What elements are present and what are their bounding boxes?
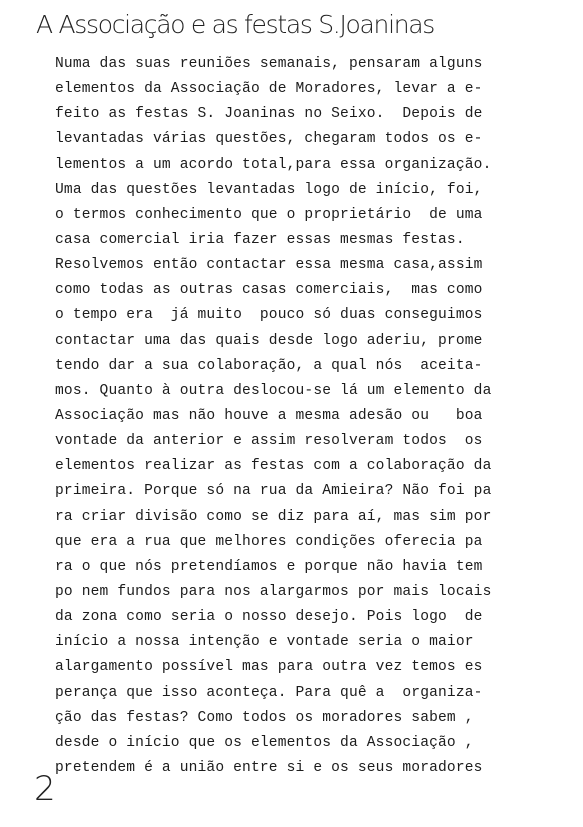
text-line: ção das festas? Como todos os moradores sabem , — [55, 709, 474, 726]
text-line: contactar uma das quais desde logo aderiu, prome — [55, 332, 483, 349]
text-line: ra o que nós pretendíamos e porque não havia tem — [55, 558, 483, 575]
text-line: o termos conhecimento que o proprietário de uma — [55, 206, 483, 223]
text-line: levantadas várias questões, chegaram todos os e- — [55, 131, 483, 148]
text-line: pretendem é a união entre si e os seus moradores — [55, 759, 483, 776]
text-line: desde o início que os elementos da Associação , — [55, 734, 474, 751]
text-line: perança que isso aconteça. Para quê a organiza- — [55, 684, 483, 701]
text-line: feito as festas S. Joaninas no Seixo. Depois de — [55, 106, 483, 123]
text-line: mos. Quanto à outra deslocou-se lá um elemento da — [55, 382, 492, 399]
article-title: A Associação e as festas S.Joaninas — [36, 10, 435, 39]
text-line: alargamento possível mas para outra vez temos es — [55, 659, 483, 676]
text-line: Associação mas não houve a mesma adesão ou boa — [55, 407, 483, 424]
text-line: da zona como seria o nosso desejo. Pois logo de — [55, 609, 483, 626]
text-line: tendo dar a sua colaboração, a qual nós aceita- — [55, 357, 483, 374]
text-line: que era a rua que melhores condições oferecia pa — [55, 533, 483, 550]
text-line: Numa das suas reuniões semanais, pensaram alguns — [55, 56, 483, 72]
text-line: primeira. Porque só na rua da Amieira? Não foi pa — [55, 483, 492, 500]
text-line: po nem fundos para nos alargarmos por mais locais — [55, 583, 492, 600]
text-line: elementos realizar as festas com a colaboração da — [55, 458, 492, 475]
text-line: início a nossa intenção e vontade seria o maior — [55, 634, 474, 651]
text-line: ra criar divisão como se diz para aí, mas sim por — [55, 508, 492, 525]
page-number: 2 — [34, 769, 56, 809]
text-line: lementos a um acordo total,para essa organização. — [55, 156, 492, 173]
text-line: o tempo era já muito pouco só duas conseguimos — [55, 307, 483, 324]
text-line: elementos da Associação de Moradores, levar a e- — [55, 81, 483, 98]
article-body — [55, 52, 560, 781]
text-line: Uma das questões levantadas logo de início, foi, — [55, 181, 483, 198]
text-line: como todas as outras casas comerciais, mas como — [55, 282, 483, 299]
text-line: casa comercial iria fazer essas mesmas festas. — [55, 231, 465, 248]
text-line: vontade da anterior e assim resolveram todos os — [55, 433, 483, 450]
text-line: Resolvemos então contactar essa mesma casa,assim — [55, 257, 483, 274]
